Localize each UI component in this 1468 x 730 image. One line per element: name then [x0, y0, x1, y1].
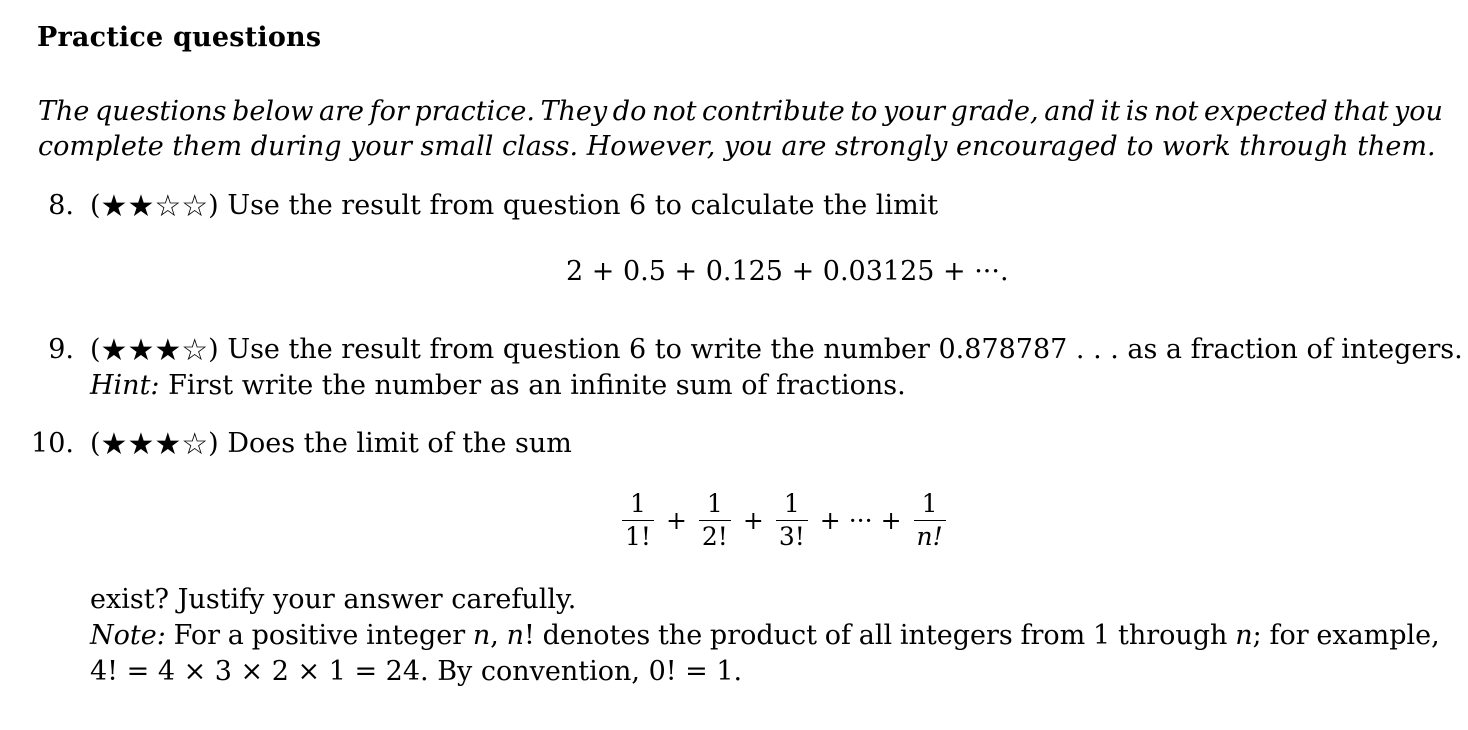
- fraction-numerator: 1: [706, 489, 723, 518]
- filled-star-icon: ★: [154, 427, 182, 462]
- fraction-denominator: 3!: [778, 522, 805, 552]
- question-8-text: Use the result from question 6 to calculate the limit: [227, 190, 939, 221]
- note-word: for: [1269, 620, 1309, 651]
- note-word: n!: [506, 620, 535, 651]
- intro-line-1: [38, 94, 1443, 129]
- stars-close-paren: ): [208, 428, 219, 459]
- note-word: example,: [1316, 620, 1440, 651]
- intro-word: They: [540, 96, 608, 127]
- question-8-number: 8.: [48, 190, 74, 221]
- note-word: integers: [899, 620, 1013, 651]
- question-10-after-text: exist? Justify your answer carefully.: [90, 584, 577, 615]
- intro-word: The: [38, 96, 90, 127]
- stars-open-paren: (: [90, 428, 101, 459]
- question-9-line: [90, 333, 1463, 368]
- note-word: a: [227, 620, 244, 651]
- note-line-2: 4! = 4 × 3 × 2 × 1 = 24. By convention, 0! = 1.: [90, 656, 743, 687]
- intro-word: you: [1394, 96, 1443, 127]
- fraction-term-1: [622, 490, 654, 551]
- intro-word: your: [883, 96, 945, 127]
- empty-star-icon: ☆: [154, 189, 182, 224]
- filled-star-icon: ★: [100, 189, 128, 224]
- plus-operator: +: [819, 506, 841, 536]
- fraction-numerator: 1: [921, 489, 938, 518]
- note-word: all: [858, 620, 893, 651]
- filled-star-icon: ★: [100, 427, 128, 462]
- intro-word: for: [369, 96, 409, 127]
- intro-word: is: [1125, 96, 1149, 127]
- intro-word: not: [651, 96, 697, 127]
- hint-text: First write the number as an infinite sum of fractions.: [168, 370, 906, 401]
- question-10-continuation: [90, 582, 1440, 690]
- filled-star-icon: ★: [127, 333, 155, 368]
- fraction-term-3: [776, 490, 808, 551]
- stars-open-paren: (: [90, 190, 101, 221]
- intro-word: grade,: [950, 96, 1039, 127]
- intro-word: it: [1100, 96, 1121, 127]
- intro-word: do: [612, 96, 647, 127]
- note-word: of: [824, 620, 852, 651]
- sum-ellipsis: ···: [848, 506, 873, 536]
- intro-paragraph: [38, 94, 1443, 164]
- note-word: n;: [1235, 620, 1262, 651]
- plus-operator: +: [880, 506, 902, 536]
- stars-open-paren: (: [90, 334, 101, 365]
- question-8-difficulty-stars: [100, 189, 209, 224]
- intro-word: to: [850, 96, 878, 127]
- question-8-series: 2 + 0.5 + 0.125 + 0.03125 + ···.: [566, 256, 1009, 287]
- question-10-sum: [618, 490, 950, 551]
- fraction-denominator: 1!: [625, 522, 651, 552]
- fraction-denominator: n!: [916, 522, 943, 552]
- question-10-line: [90, 427, 572, 462]
- note-line-1: [90, 618, 1440, 654]
- intro-word: and: [1044, 96, 1095, 127]
- intro-word: contribute: [702, 96, 845, 127]
- fraction-denominator: 2!: [701, 522, 728, 552]
- filled-star-icon: ★: [154, 333, 182, 368]
- note-word: product: [709, 620, 818, 651]
- question-9-text: Use the result from question 6 to write the number 0.878787 . . . as a fraction of integers.: [227, 334, 1463, 365]
- fraction-numerator: 1: [783, 489, 800, 518]
- filled-star-icon: ★: [127, 189, 155, 224]
- intro-word: below: [232, 96, 314, 127]
- hint-label: Hint:: [90, 370, 160, 401]
- note-label: Note:: [90, 620, 166, 651]
- question-10-number: 10.: [31, 428, 74, 459]
- question-8-line: [90, 189, 939, 224]
- intro-line-2: complete them during your small class. However, you are strongly encouraged to work through them.: [38, 131, 1436, 162]
- stars-close-paren: ): [208, 190, 219, 221]
- question-10-text: Does the limit of the sum: [227, 428, 572, 459]
- page-heading: Practice questions: [37, 22, 322, 53]
- empty-star-icon: ☆: [181, 427, 209, 462]
- intro-word: are: [318, 96, 364, 127]
- note-word: 1: [1093, 620, 1111, 651]
- filled-star-icon: ★: [127, 427, 155, 462]
- note-word: positive: [251, 620, 359, 651]
- question-9-number: 9.: [48, 334, 74, 365]
- empty-star-icon: ☆: [181, 189, 209, 224]
- fraction-term-n: [914, 490, 946, 551]
- question-10-difficulty-stars: [100, 427, 209, 462]
- note-word: the: [657, 620, 703, 651]
- plus-operator: +: [665, 506, 687, 536]
- note-word: integer: [366, 620, 466, 651]
- intro-word: expected: [1203, 96, 1328, 127]
- note-word: denotes: [542, 620, 651, 651]
- fraction-numerator: 1: [630, 489, 646, 518]
- intro-word: that: [1333, 96, 1389, 127]
- empty-star-icon: ☆: [181, 333, 209, 368]
- question-9-difficulty-stars: [100, 333, 209, 368]
- note-word: from: [1020, 620, 1086, 651]
- stars-close-paren: ): [208, 334, 219, 365]
- note-word: n,: [472, 620, 499, 651]
- intro-word: not: [1153, 96, 1199, 127]
- filled-star-icon: ★: [100, 333, 128, 368]
- note-word: through: [1117, 620, 1228, 651]
- intro-word: practice.: [414, 96, 535, 127]
- question-9-hint: [90, 370, 906, 401]
- plus-operator: +: [742, 506, 764, 536]
- fraction-term-2: [699, 490, 731, 551]
- note-word: For: [173, 620, 220, 651]
- intro-word: questions: [95, 96, 227, 127]
